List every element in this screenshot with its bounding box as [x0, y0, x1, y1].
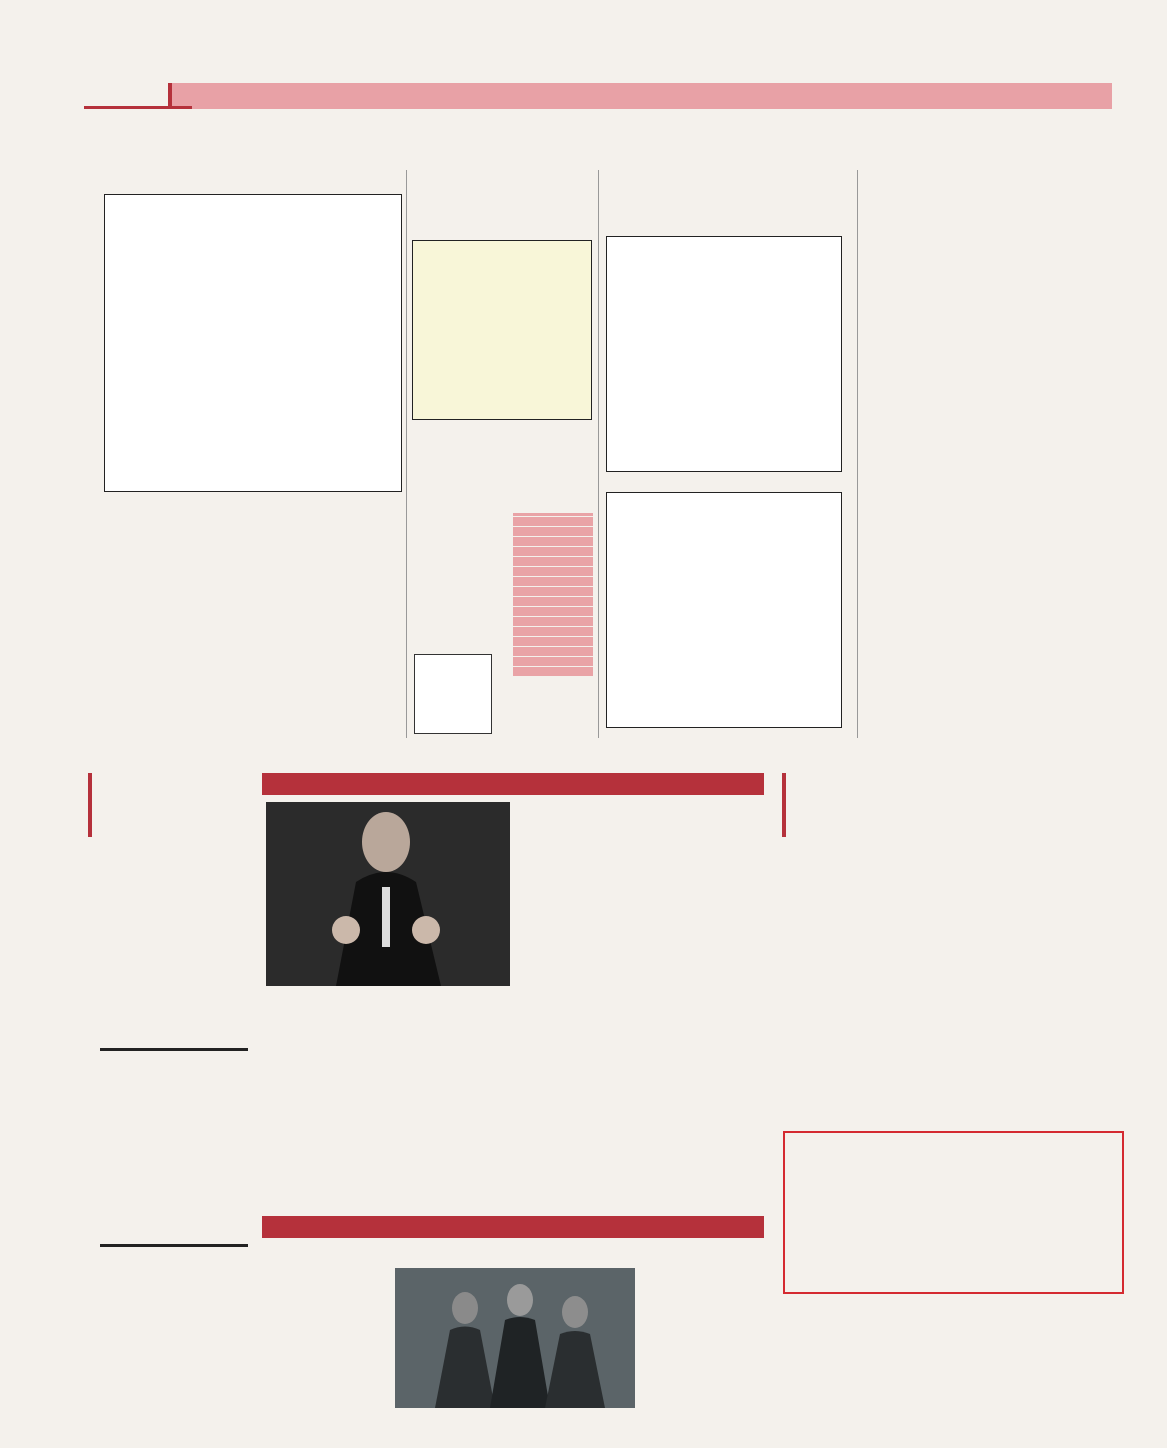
crossword-grid[interactable] [104, 194, 402, 492]
divider [857, 170, 858, 738]
cine-photo [395, 1268, 635, 1408]
television-title [262, 776, 268, 792]
brand-rule [84, 106, 192, 109]
sudoku6-solution [414, 654, 492, 734]
sudoku6-grid[interactable] [412, 240, 592, 420]
baldosas-puzzle-1[interactable] [922, 186, 1112, 376]
cine-right [646, 1251, 758, 1253]
crossword-clues [88, 492, 402, 493]
section-bar [168, 83, 1112, 109]
divider [598, 170, 599, 738]
brief-item [100, 1048, 248, 1067]
sudoku-grid-1[interactable] [606, 236, 842, 472]
cine-title [262, 1219, 268, 1235]
brief-item [100, 1244, 248, 1263]
highlight-box [783, 1131, 1124, 1294]
accent-bar [782, 773, 786, 837]
tv-photo [266, 802, 510, 986]
crossword-solution-grid [513, 513, 593, 676]
cine-left [268, 1251, 386, 1253]
divider [406, 170, 407, 738]
brief-item [100, 850, 248, 858]
sudoku-grid-2[interactable] [606, 492, 842, 728]
television-bar [262, 773, 764, 795]
accent-bar [88, 773, 92, 837]
cine-bar [262, 1216, 764, 1238]
baldosas-puzzle-2[interactable] [862, 486, 1112, 738]
